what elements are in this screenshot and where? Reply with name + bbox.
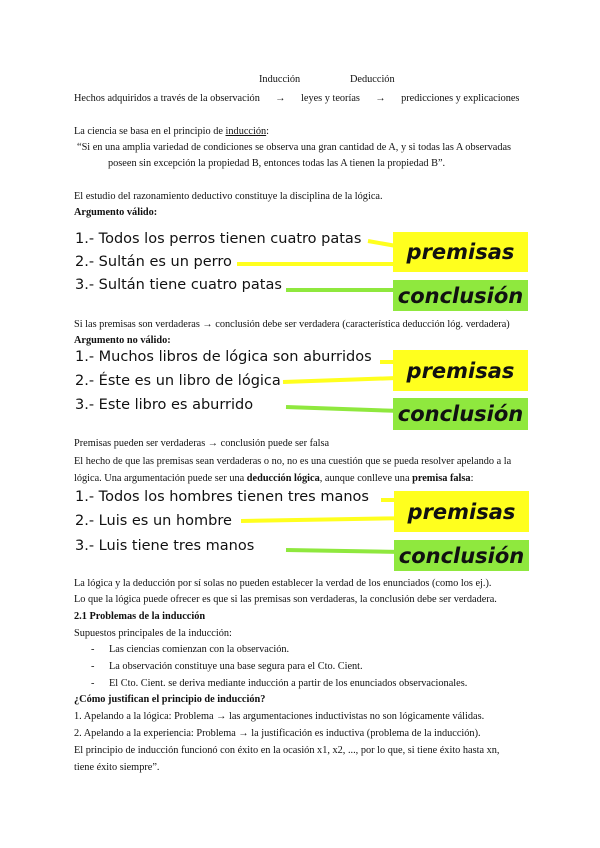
answer-line-2: 2. Apelando a la experiencia: Problema → la justificación es inductiva (problema de la inducción). (74, 728, 481, 739)
arg3-line-2: 2.- Luis es un hombre (75, 513, 232, 529)
arg2-line-1: 1.- Muchos libros de lógica son aburridos (75, 349, 372, 365)
premisas-pueden-paragraph: Premisas pueden ser verdaderas → conclusión puede ser falsa (74, 438, 330, 449)
arg2-connector-3 (286, 405, 394, 413)
deduccion-logica-term: deducción lógica (246, 473, 320, 484)
quote-line-2: poseen sin excepción la propiedad B, entonces todas las A tienen la propiedad B”. (108, 158, 446, 169)
hecho-line-2 (74, 471, 473, 487)
question-heading: ¿Cómo justifican el principio de inducción? (74, 694, 266, 705)
dash-icon: - (91, 678, 95, 689)
deduccion-label: Deducción (350, 74, 395, 85)
arrow-icon: → (375, 93, 386, 104)
arg3-connector-1 (381, 498, 395, 502)
hecho-colon: : (470, 473, 474, 484)
quote-line-1: “Si en una amplia variedad de condiciones se observa una gran cantidad de A, y si todas las A observadas (77, 142, 512, 153)
logica-line-1: La lógica y la deducción por sí solas no pueden establecer la verdad de los enunciados (como los ej.). (74, 578, 492, 589)
si-premisas-paragraph: Si las premisas son verdaderas → conclusión debe ser verdadera (característica deducción lóg. verdadera) (74, 319, 510, 330)
induccion-label: Inducción (259, 74, 301, 85)
conclusion-badge: conclusión (394, 540, 529, 571)
section-heading: 2.1 Problemas de la inducción (74, 611, 206, 622)
conclusion-badge: conclusión (393, 280, 528, 311)
hecho-line-1: El hecho de que las premisas sean verdaderas o no, no es una cuestión que se pueda resolver apelando a la (74, 456, 512, 467)
arg1-connector-2 (237, 262, 394, 266)
list-item (91, 659, 467, 676)
arg2-line-2: 2.- Éste es un libro de lógica (75, 373, 281, 389)
ciencia-paragraph (74, 124, 269, 140)
conclusion-badge: conclusión (393, 398, 528, 430)
arg3-line-3: 3.- Luis tiene tres manos (75, 538, 255, 554)
arg3-line-1: 1.- Todos los hombres tienen tres manos (75, 489, 369, 505)
premisas-badge: premisas (393, 350, 528, 391)
supuestos-label: Supuestos principales de la inducción: (74, 628, 232, 639)
answer-line-4: tiene éxito siempre”. (74, 762, 160, 773)
arg2-connector-2 (283, 376, 394, 384)
arg2-line-3: 3.- Este libro es aburrido (75, 397, 254, 413)
arrow-icon: → (275, 93, 286, 104)
arg2-connector-1 (380, 360, 394, 364)
answer-line-1: 1. Apelando a la lógica: Problema → las argumentaciones inductivistas no son lógicamente válidas. (74, 711, 485, 722)
arg1-connector-1 (368, 239, 394, 247)
arg3-connector-3 (286, 548, 395, 554)
arg1-connector-3 (286, 288, 394, 292)
premisas-badge: premisas (393, 232, 528, 272)
answer-line-3: El principio de inducción funcionó con éxito en la ocasión x1, x2, ..., por lo que, si tiene éxito hasta xn, (74, 745, 500, 756)
premisa-falsa-term: premisa falsa (412, 473, 471, 484)
arg1-line-1: 1.- Todos los perros tienen cuatro patas (75, 231, 362, 247)
list-item (91, 642, 467, 659)
flow-step-predicciones: predicciones y explicaciones (401, 93, 520, 104)
list-item-text: El Cto. Cient. se deriva mediante inducción a partir de los enunciados observacionales. (109, 678, 468, 689)
arg1-line-3: 3.- Sultán tiene cuatro patas (75, 277, 282, 293)
premisas-badge: premisas (394, 491, 529, 532)
hecho-text: lógica. Una argumentación puede ser una (74, 473, 247, 484)
logica-line-2: Lo que la lógica puede ofrecer es que si las premisas son verdaderas, la conclusión debe ser verdadera. (74, 594, 497, 605)
deductivo-paragraph: El estudio del razonamiento deductivo constituye la disciplina de la lógica. (74, 191, 383, 202)
flow-step-observacion: Hechos adquiridos a través de la observación (74, 93, 260, 104)
induccion-term: inducción (225, 126, 267, 137)
ciencia-text: La ciencia se basa en el principio de (74, 126, 226, 137)
list-item-text: La observación constituye una base segura para el Cto. Cient. (109, 661, 363, 672)
list-item-text: Las ciencias comienzan con la observación. (109, 644, 290, 655)
arg3-connector-2 (241, 516, 395, 523)
dash-icon: - (91, 644, 95, 655)
list-item (91, 676, 467, 693)
arg1-line-2: 2.- Sultán es un perro (75, 254, 232, 270)
hecho-text: , aunque conlleve una (319, 473, 413, 484)
supuestos-list (91, 642, 467, 693)
argumento-valido-heading: Argumento válido: (74, 207, 158, 218)
argumento-no-valido-heading: Argumento no válido: (74, 335, 171, 346)
flow-step-leyes: leyes y teorías (301, 93, 360, 104)
ciencia-colon: : (266, 126, 270, 137)
flow-line (74, 91, 519, 107)
dash-icon: - (91, 661, 95, 672)
